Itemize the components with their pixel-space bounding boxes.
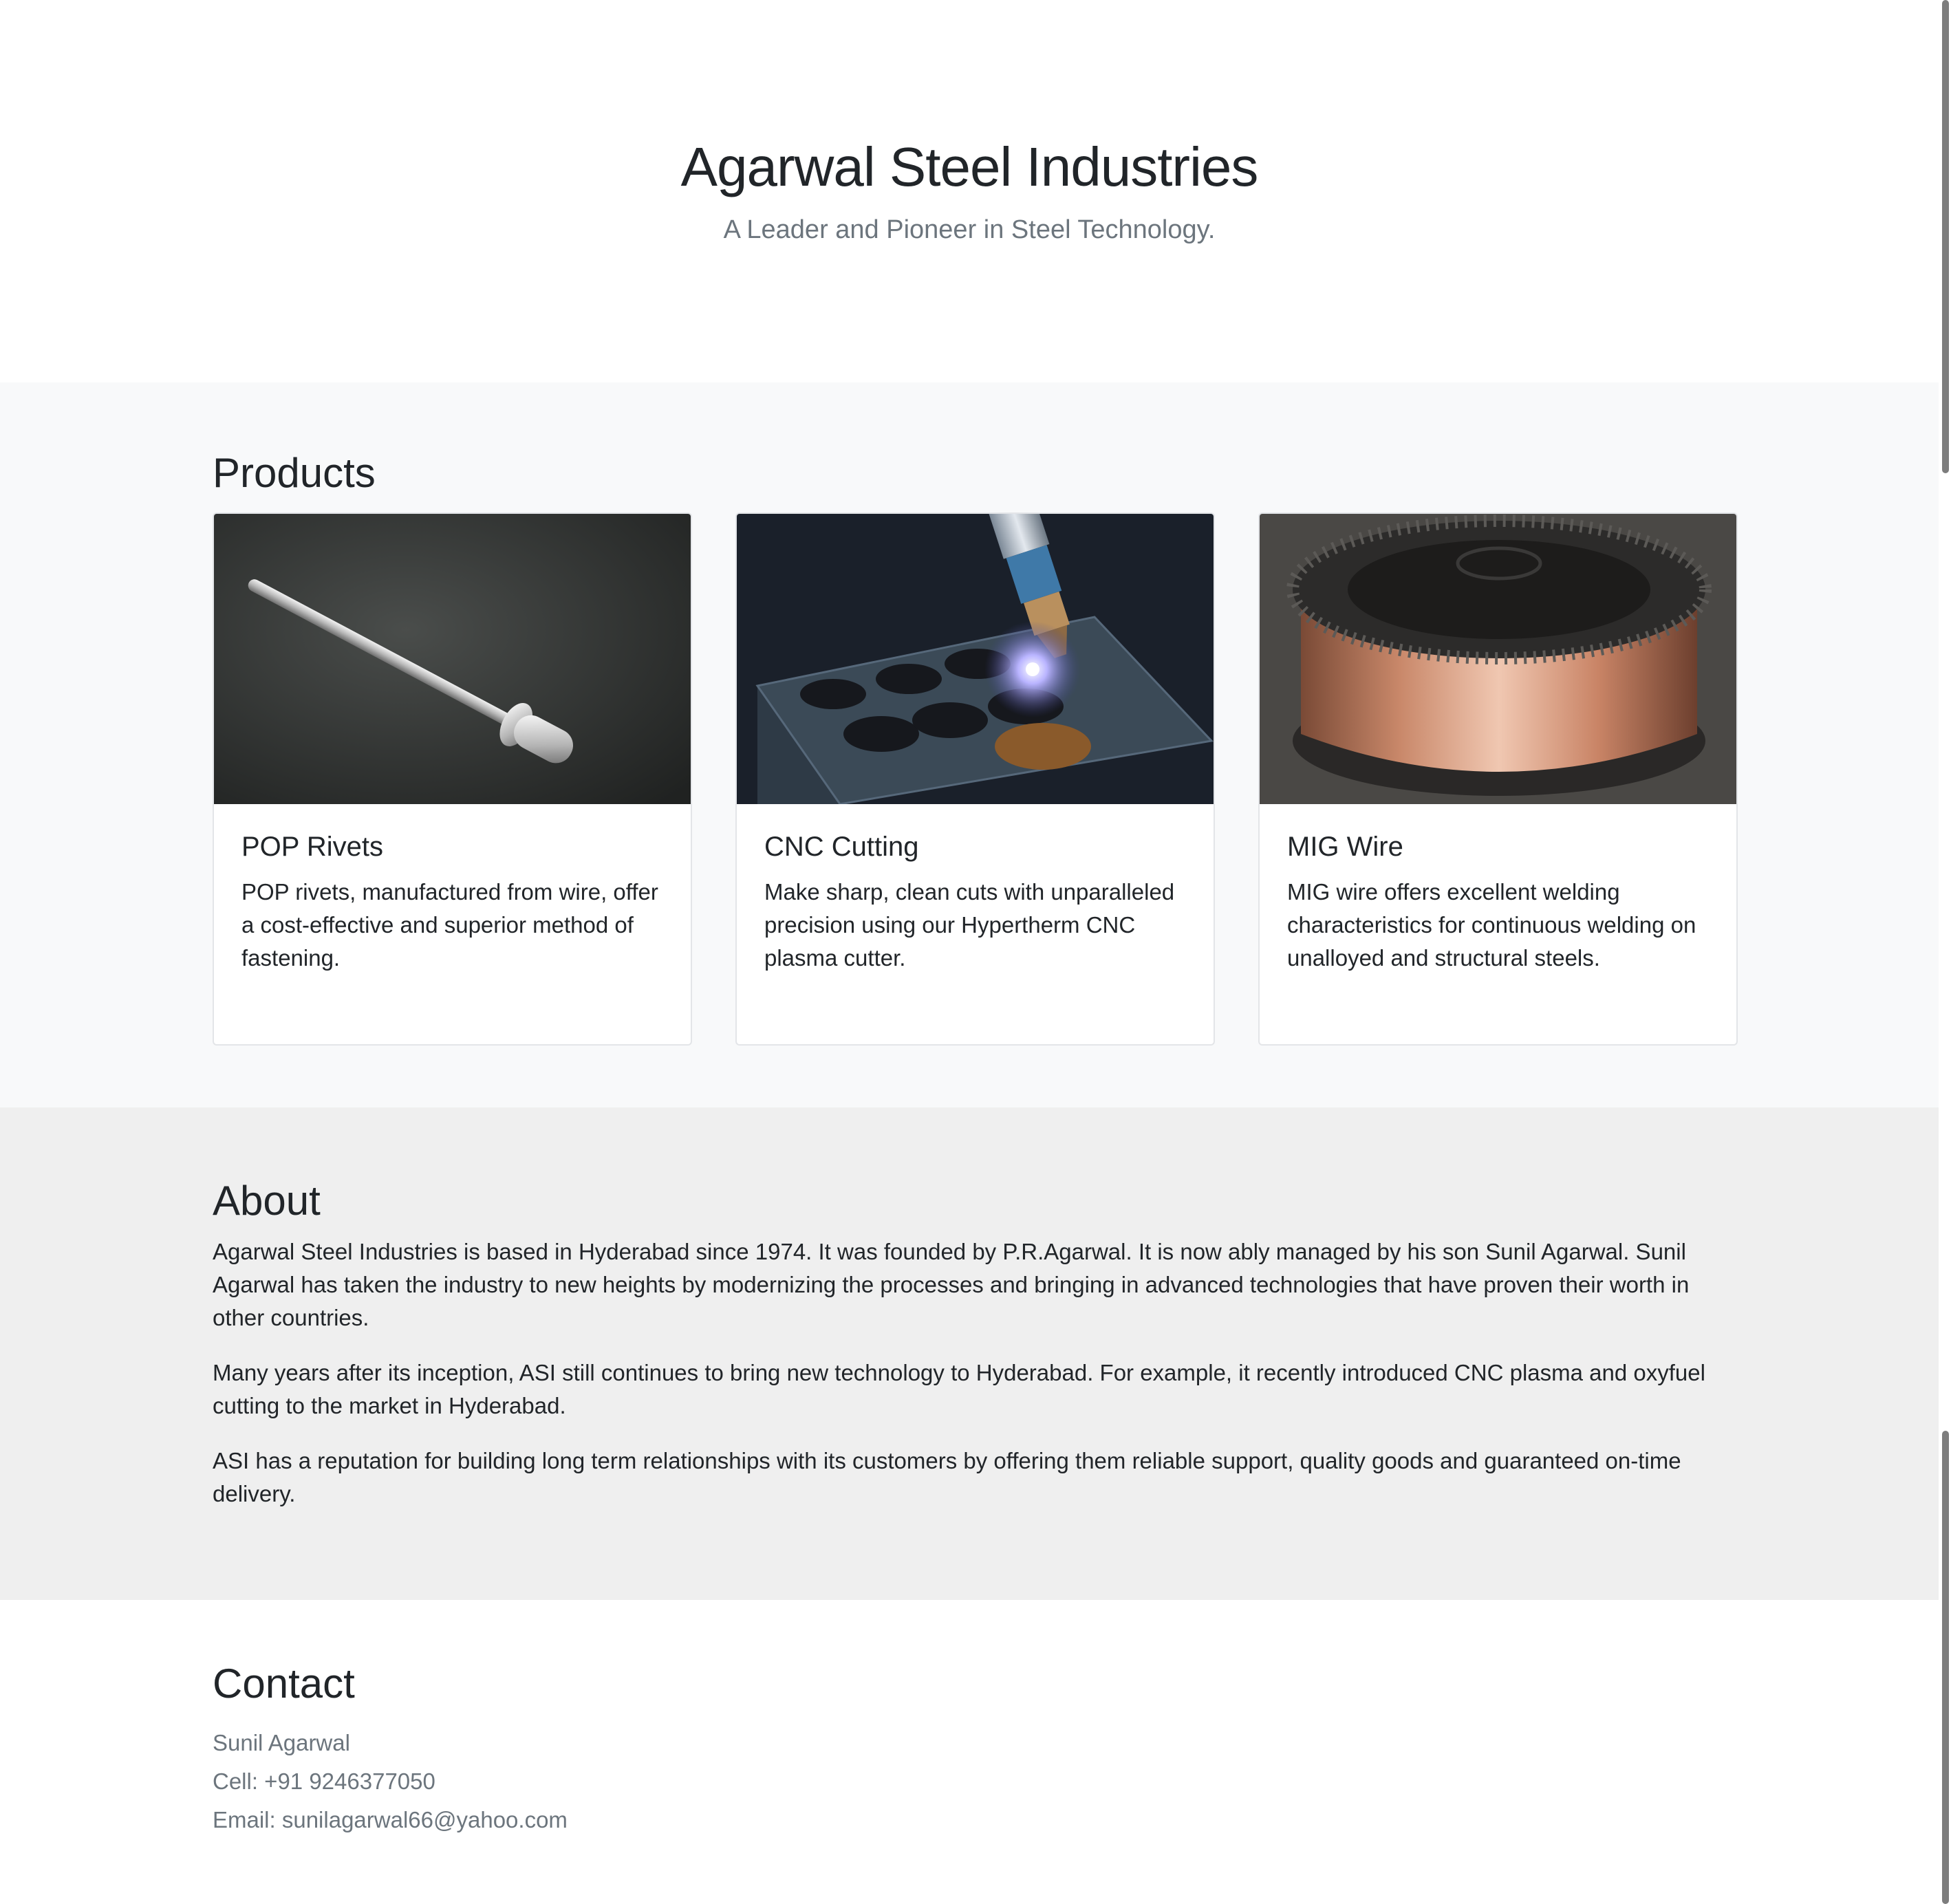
- scrollbar-thumb-secondary[interactable]: [1942, 1431, 1949, 1904]
- pop-rivet-photo: [214, 514, 691, 804]
- about-heading: About: [213, 1178, 321, 1224]
- scrollbar-thumb[interactable]: [1942, 0, 1949, 473]
- contact-details: [213, 1724, 568, 1839]
- contact-heading: Contact: [213, 1660, 355, 1707]
- site-tagline: A Leader and Pioneer in Steel Technology.: [723, 215, 1216, 244]
- contact-name: Sunil Agarwal: [213, 1730, 350, 1755]
- about-section: [0, 1107, 1939, 1600]
- product-description: Make sharp, clean cuts with unparalleled precision using our Hypertherm CNC plasma cutter.: [764, 879, 1175, 971]
- about-paragraph: Agarwal Steel Industries is based in Hyderabad since 1974. It was founded by P.R.Agarwal. It is now ably managed by his son Sunil Agarwal. Sunil Agarwal has taken the industry to new heights by modernizing the processes and bringing in advanced technologies that have proven their worth in other countries.: [213, 1239, 1690, 1330]
- products-section: [0, 382, 1939, 1107]
- products-heading: Products: [213, 450, 376, 496]
- product-description: MIG wire offers excellent welding characteristics for continuous welding on unalloyed and structural steels.: [1287, 879, 1696, 971]
- product-card-cnc-cutting: [735, 512, 1215, 1046]
- product-title: MIG Wire: [1287, 832, 1403, 862]
- about-paragraph: ASI has a reputation for building long term relationships with its customers by offering them reliable support, quality goods and guaranteed on-time delivery.: [213, 1448, 1681, 1506]
- site-title: Agarwal Steel Industries: [680, 136, 1258, 197]
- contact-email[interactable]: Email: sunilagarwal66@yahoo.com: [213, 1807, 568, 1832]
- contact-cell: Cell: +91 9246377050: [213, 1768, 435, 1794]
- vertical-scrollbar[interactable]: [1939, 0, 1951, 1904]
- about-paragraph: Many years after its inception, ASI still continues to bring new technology to Hyderabad. For example, it recently introduced CNC plasma and oxyfuel cutting to the market in Hyderabad.: [213, 1360, 1705, 1418]
- cnc-plasma-cutter-photo: [737, 514, 1214, 804]
- product-title: POP Rivets: [241, 832, 383, 862]
- product-card-pop-rivets: [213, 512, 692, 1046]
- contact-section: [0, 1600, 1939, 1904]
- product-card-mig-wire: [1258, 512, 1738, 1046]
- hero-section: [0, 0, 1939, 382]
- product-description: POP rivets, manufactured from wire, offer a cost-effective and superior method of fastening.: [241, 879, 658, 971]
- product-title: CNC Cutting: [764, 832, 919, 862]
- about-text: [213, 1235, 1738, 1533]
- mig-wire-spool-photo: [1260, 514, 1736, 804]
